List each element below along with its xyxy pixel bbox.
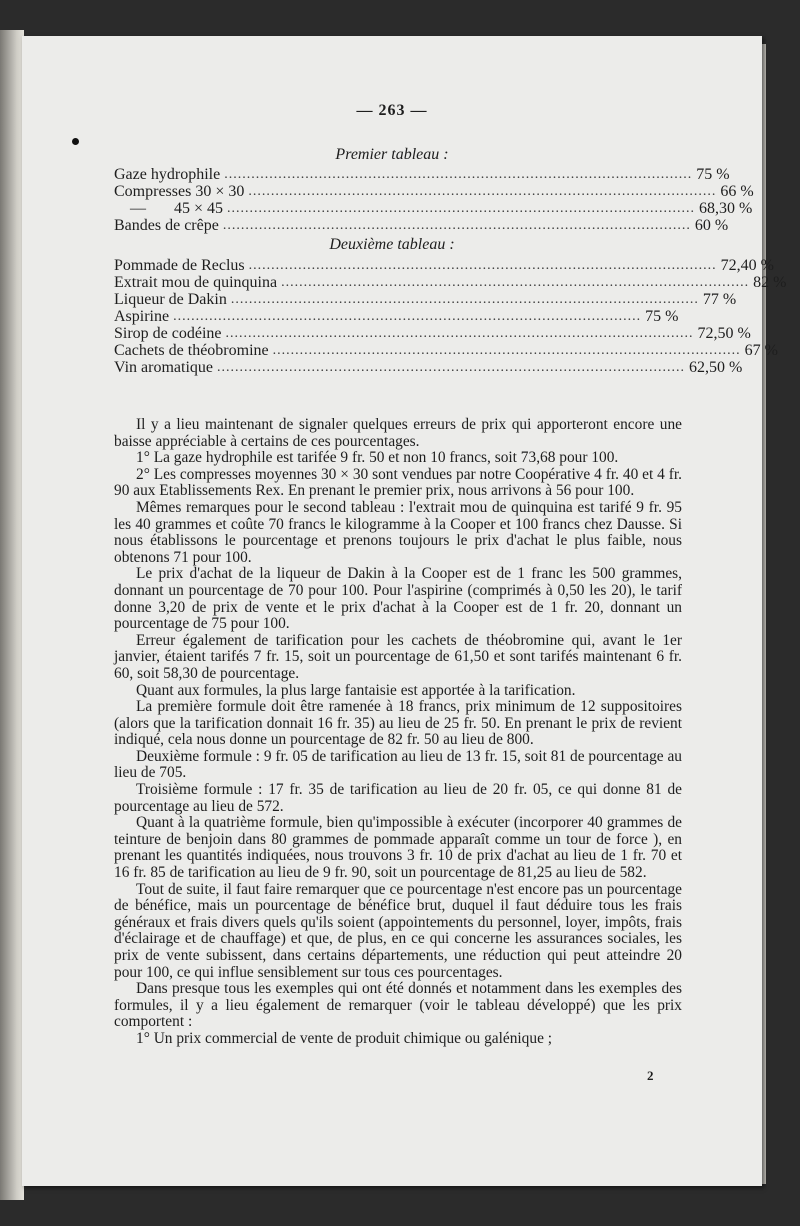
row-value: 67 % [744,342,778,359]
paragraph: 1° Un prix commercial de vente de produit chimique ou galénique ; [136,1029,553,1047]
leader-dots: ........................................................................................................ [227,201,696,216]
row-label: Compresses 30 × 30 [114,183,245,200]
leader-dots: ........................................................................................................ [248,184,717,199]
table1-row [114,166,730,183]
document-page [22,36,787,1186]
table2-row [114,342,778,359]
body-text [114,417,682,1048]
row-value: 66 % [720,183,754,200]
row-label: Bandes de crêpe [114,217,219,234]
table2-row [114,291,737,308]
leader-dots: ........................................................................................................ [224,167,693,182]
row-value: 60 % [694,217,729,234]
row-label: Extrait mou de quinquina [114,274,278,291]
paragraph: Dans presque tous les exemples qui ont été donnés et notamment dans les exemples des formules, il y a lieu également de remarquer (voir le tableau développé) que les prix comportent : [114,980,682,1031]
row-label: — 45 × 45 [114,200,224,217]
paragraph: Erreur également de tarification pour les cachets de théobromine qui, avant le 1er janvier, étaient tarifés 7 fr. 15, soit un pourcentage de 61,50 et sont tarifés maintenant 6 fr. 60, soit 58,30 de pourcentage. [114,631,682,682]
row-value: 62,50 % [689,359,743,376]
paragraph: Tout de suite, il faut faire remarquer que ce pourcentage n'est encore pas un pourcentage de bénéfice, mais un pourcentage de bénéfice brut, duquel il faut déduire tous les frais généraux et frais divers quels qu'ils soient (appointements du personnel, loyer, impôts, frais d'éclairage et de chauffage) et que, de plus, en ce qui concerne les assurances sociales, les prix de vente subissent, dans certains départements, une réduction qui peut atteindre 20 pour 100, ce qui influe sensiblement sur tous ces pourcentages. [114,880,682,981]
table1 [114,166,754,234]
table2-row [114,274,787,291]
paragraph: 2° Les compresses moyennes 30 × 30 sont vendues par notre Coopérative 4 fr. 40 et 4 fr. 90 aux Etablissements Rex. En prenant le premier prix, nous arrivons à 56 pour 100. [114,465,682,500]
row-value: 82 % [753,274,787,291]
row-label: Gaze hydrophile [114,166,221,183]
paragraph: Deuxième formule : 9 fr. 05 de tarification au lieu de 13 fr. 15, soit 81 de pourcentage au lieu de 705. [114,747,682,782]
table2-row [114,359,743,376]
page-number: — 263 — [356,102,428,119]
row-value: 75 % [696,166,730,183]
leader-dots: ........................................................................................................ [230,292,699,307]
leader-dots: ........................................................................................................ [225,326,694,341]
paragraph: Mêmes remarques pour le second tableau : l'extrait mou de quinquina est tarifé 9 fr. 95 les 40 grammes et coûte 70 francs le kilogramme à la Cooper et 100 francs chez Dausse. Si nous établissons le pourcentage et prenons toujours le prix d'achat le plus faible, nous obtenons 71 pour 100. [114,498,682,566]
row-label: Cachets de théobromine [114,342,269,359]
paragraph: Troisième formule : 17 fr. 35 de tarification au lieu de 20 fr. 05, ce qui donne 81 de pourcentage au lieu de 572. [114,781,682,815]
paragraph: Il y a lieu maintenant de signaler quelques erreurs de prix qui apporteront encore une baisse appréciable à certains de ces pourcentages. [114,416,682,450]
row-value: 72,50 % [697,325,751,342]
ink-dot [72,138,79,145]
table2 [114,257,787,376]
paragraph: 1° La gaze hydrophile est tarifée 9 fr. 50 et non 10 francs, soit 73,68 pour 100. [136,449,619,467]
leader-dots: ........................................................................................................ [222,218,691,233]
leader-dots: ........................................................................................................ [173,309,642,324]
row-value: 77 % [702,291,737,308]
row-label: Aspirine [114,308,170,325]
leader-dots: ........................................................................................................ [272,343,741,358]
table2-title: Deuxième tableau : [329,236,455,253]
table2-row [114,308,679,325]
leader-dots: ........................................................................................................ [281,275,750,290]
row-label: Sirop de codéine [114,325,222,342]
row-value: 72,40 % [720,257,774,274]
paragraph: Quant à la quatrième formule, bien qu'impossible à exécuter (incorporer 40 grammes de teinture de benjoin dans 80 grammes de pommade apparaît comme un tour de force ), en prenant les quantités indiquées, nous trouvons 3 fr. 10 de prix d'achat au lieu de 1 fr. 70 et 16 fr. 85 de tarification au lieu de 9 fr. 90, soit un pourcentage de 81,25 au lieu de 582. [114,814,682,882]
leader-dots: ........................................................................................................ [248,258,717,273]
row-value: 68,30 % [699,200,753,217]
book-spine [0,30,24,1200]
row-label: Liqueur de Dakin [114,291,227,308]
leader-dots: ........................................................................................................ [217,360,686,375]
table1-row [114,217,729,234]
row-label: Vin aromatique [114,359,214,376]
signature-mark: 2 [647,1068,654,1083]
table2-row [114,257,774,274]
row-label: Pommade de Reclus [114,257,245,274]
table1-title: Premier tableau : [335,146,449,163]
paragraph: Le prix d'achat de la liqueur de Dakin à la Cooper est de 1 franc les 500 grammes, donnant un pourcentage de 70 pour 100. Pour l'aspirine (comprimés à 0,50 les 20), le tarif donne 3,20 de prix de vente et le prix d'achat à la Cooper est de 1 fr. 20, donnant un pourcentage de 75 pour 100. [114,565,682,633]
table1-row [114,183,754,200]
paragraph: La première formule doit être ramenée à 18 francs, prix minimum de 12 suppositoires (alors que la tarification donnait 16 fr. 35) au lieu de 25 fr. 50. En prenant le prix de revient indiqué, cela nous donne un pourcentage de 82 fr. 50 au lieu de 800. [114,698,682,749]
table1-row [114,200,753,217]
table2-row [114,325,751,342]
row-value: 75 % [645,308,679,325]
paragraph: Quant aux formules, la plus large fantaisie est apportée à la tarification. [136,681,576,699]
